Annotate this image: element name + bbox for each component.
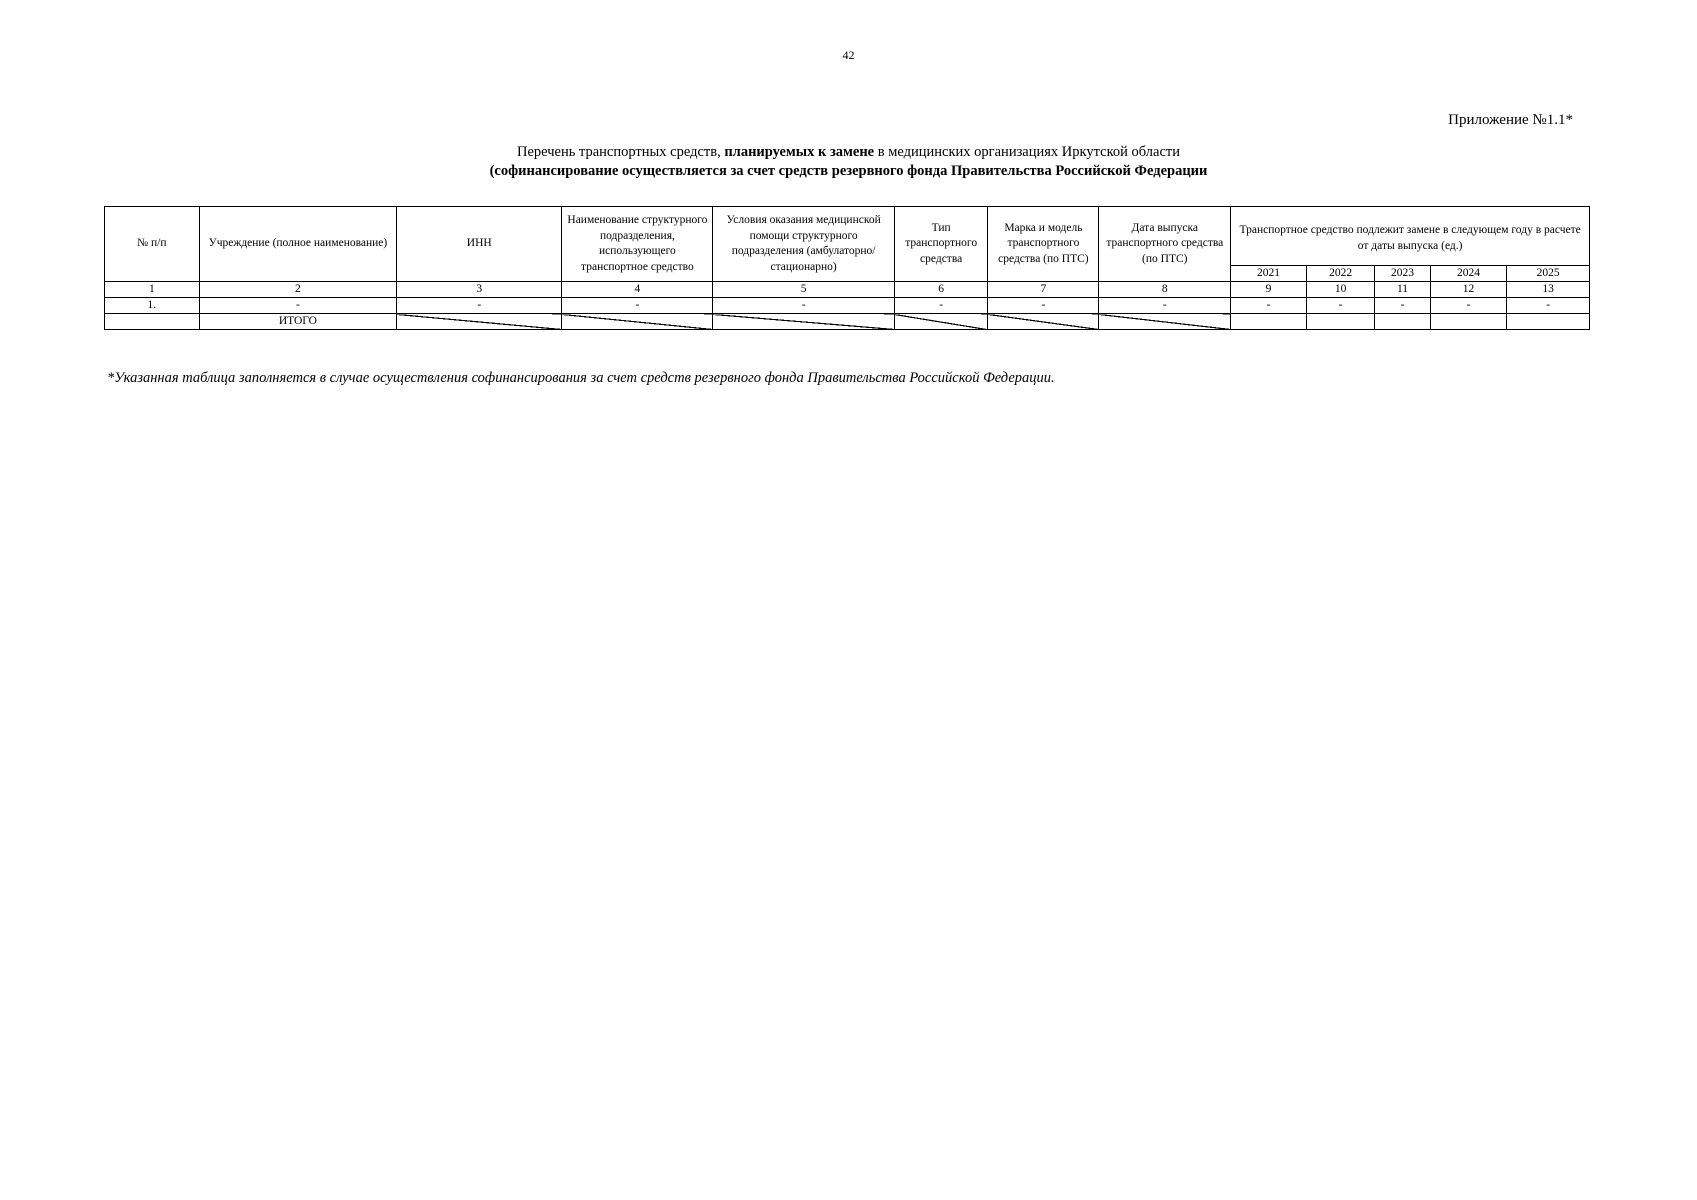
column-number: 10 — [1306, 282, 1375, 298]
footnote: *Указанная таблица заполняется в случае осуществления софинансирования за счет средств резервного фонда Правительства Российской Федерации. — [107, 370, 1055, 386]
column-number: 8 — [1099, 282, 1231, 298]
table-row — [105, 298, 1590, 314]
hatched-cell — [894, 314, 988, 330]
total-row — [105, 314, 1590, 330]
year-header: 2021 — [1231, 266, 1307, 282]
column-number: 12 — [1430, 282, 1507, 298]
header-subdivision: Наименование структурного подразделения, использующего транспортное средство — [562, 207, 713, 282]
header-conditions: Условия оказания медицинской помощи структурного подразделения (амбулаторно/стационарно) — [713, 207, 894, 282]
hatched-cell — [562, 314, 713, 330]
title-line-2: (софинансирование осуществляется за счет средств резервного фонда Правительства Российской Федерации — [489, 163, 1208, 179]
table-cell: - — [1306, 298, 1375, 314]
header-replacement: Транспортное средство подлежит замене в следующем году в расчете от даты выпуска (ед.) — [1231, 207, 1590, 266]
hatched-cell — [713, 314, 894, 330]
total-empty-cell — [105, 314, 200, 330]
vehicles-table — [104, 206, 1590, 330]
hatched-cell — [397, 314, 562, 330]
column-numbers-row — [105, 282, 1590, 298]
column-number: 11 — [1375, 282, 1430, 298]
column-number: 7 — [988, 282, 1099, 298]
table-cell: - — [1375, 298, 1430, 314]
total-empty-cell — [1306, 314, 1375, 330]
table-cell: - — [562, 298, 713, 314]
total-label: ИТОГО — [199, 314, 396, 330]
total-empty-cell — [1507, 314, 1590, 330]
header-release-date: Дата выпуска транспортного средства (по ПТС) — [1099, 207, 1231, 282]
header-num: № п/п — [105, 207, 200, 282]
column-number: 6 — [894, 282, 988, 298]
year-header: 2024 — [1430, 266, 1507, 282]
table-cell: - — [397, 298, 562, 314]
document-title — [0, 143, 1697, 181]
hatched-cell — [988, 314, 1099, 330]
table-cell: - — [1099, 298, 1231, 314]
table-cell: - — [988, 298, 1099, 314]
header-brand-model: Марка и модель транспортного средства (по ПТС) — [988, 207, 1099, 282]
column-number: 5 — [713, 282, 894, 298]
page-number: 42 — [842, 48, 855, 62]
table-cell: - — [1507, 298, 1590, 314]
total-empty-cell — [1375, 314, 1430, 330]
column-number: 3 — [397, 282, 562, 298]
table-cell: - — [1231, 298, 1307, 314]
column-number: 9 — [1231, 282, 1307, 298]
table-cell: - — [199, 298, 396, 314]
header-institution: Учреждение (полное наименование) — [199, 207, 396, 282]
appendix-label: Приложение №1.1* — [1448, 112, 1573, 128]
title-line-1: Перечень транспортных средств, планируемых к замене в медицинских организациях Иркутской области — [517, 144, 1180, 160]
year-header: 2023 — [1375, 266, 1430, 282]
total-empty-cell — [1430, 314, 1507, 330]
table-cell: 1. — [105, 298, 200, 314]
table-cell: - — [713, 298, 894, 314]
column-number: 4 — [562, 282, 713, 298]
column-number: 2 — [199, 282, 396, 298]
hatched-cell — [1099, 314, 1231, 330]
column-number: 1 — [105, 282, 200, 298]
total-empty-cell — [1231, 314, 1307, 330]
column-number: 13 — [1507, 282, 1590, 298]
table-cell: - — [894, 298, 988, 314]
table-cell: - — [1430, 298, 1507, 314]
year-header: 2025 — [1507, 266, 1590, 282]
header-vehicle-type: Тип транспортного средства — [894, 207, 988, 282]
header-inn: ИНН — [397, 207, 562, 282]
year-header: 2022 — [1306, 266, 1375, 282]
